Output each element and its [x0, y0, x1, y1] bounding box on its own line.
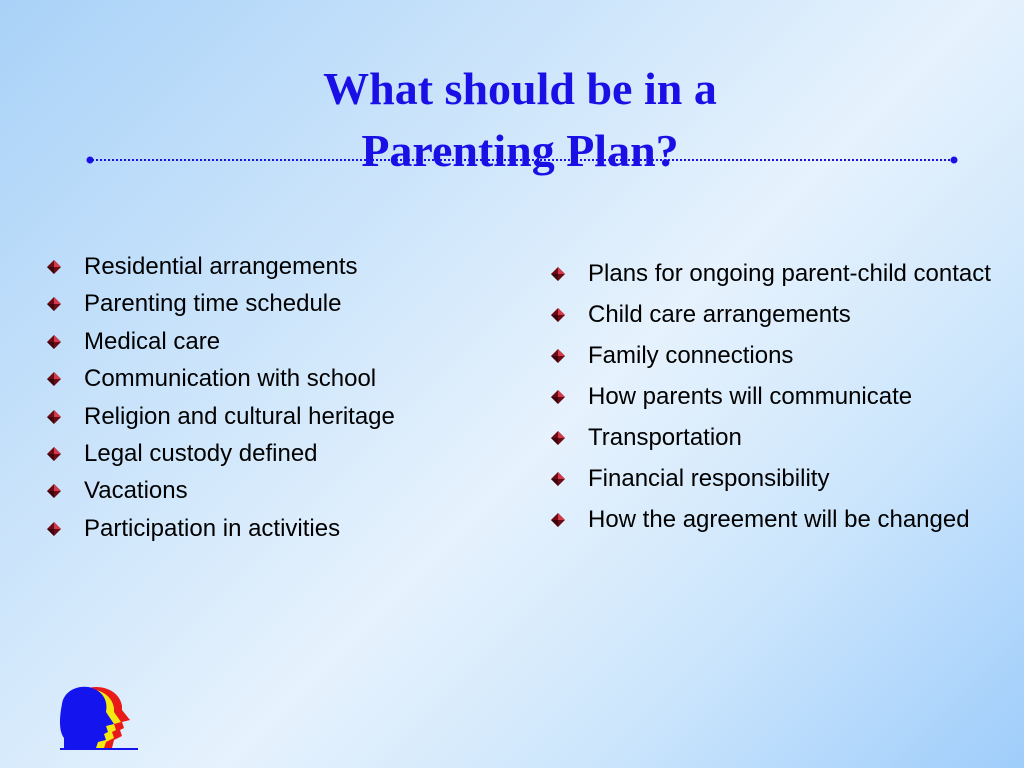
- list-item: [46, 477, 496, 505]
- list-item-text: Medical care: [84, 327, 221, 355]
- diamond-bullet-icon: [550, 389, 566, 405]
- list-item-text: Vacations: [84, 477, 188, 505]
- list-item: [550, 298, 1000, 332]
- list-item-text: Legal custody defined: [84, 439, 318, 467]
- diamond-bullet-icon: [550, 348, 566, 364]
- list-item-text: How parents will communicate: [588, 383, 913, 410]
- list-item: [550, 421, 1000, 455]
- list-item-text: Child care arrangements: [588, 301, 851, 328]
- list-item-text: How the agreement will be changed: [588, 506, 970, 533]
- diamond-bullet-icon: [550, 266, 566, 282]
- list-item-text: Parenting time schedule: [84, 290, 342, 318]
- diamond-bullet-icon: [46, 521, 62, 537]
- diamond-bullet-icon: [550, 512, 566, 528]
- list-item: [550, 339, 1000, 373]
- dotted-title-rule: [86, 152, 958, 164]
- slide-title-line-1: What should be in a: [323, 63, 717, 114]
- heads-silhouette-logo-icon: [58, 684, 140, 752]
- diamond-bullet-icon: [550, 307, 566, 323]
- diamond-bullet-icon: [46, 409, 62, 425]
- list-item: [46, 365, 496, 393]
- list-item-text: Religion and cultural heritage: [84, 402, 395, 430]
- list-item-text: Transportation: [588, 424, 742, 451]
- list-item: [550, 503, 1000, 537]
- list-item: [550, 257, 1000, 291]
- diamond-bullet-icon: [550, 430, 566, 446]
- list-item-text: Plans for ongoing parent-child contact: [588, 260, 991, 287]
- list-item: [550, 380, 1000, 414]
- list-item-text: Residential arrangements: [84, 253, 358, 280]
- list-item-text: Participation in activities: [84, 514, 341, 542]
- list-item: [46, 440, 496, 468]
- list-item: [46, 515, 496, 543]
- left-bullet-list: [46, 253, 496, 552]
- slide-title-line-2: Parenting Plan?: [361, 125, 679, 176]
- right-bullet-list: [550, 257, 1000, 544]
- diamond-bullet-icon: [46, 371, 62, 387]
- diamond-bullet-icon: [46, 259, 62, 275]
- list-item: [550, 462, 1000, 496]
- diamond-bullet-icon: [550, 471, 566, 487]
- diamond-bullet-icon: [46, 296, 62, 312]
- list-item-text: Financial responsibility: [588, 465, 830, 492]
- diamond-bullet-icon: [46, 483, 62, 499]
- list-item: [46, 328, 496, 356]
- list-item: [46, 290, 496, 318]
- diamond-bullet-icon: [46, 334, 62, 350]
- list-item-text: Family connections: [588, 342, 794, 369]
- list-item: [46, 403, 496, 431]
- list-item: [46, 253, 496, 281]
- list-item-text: Communication with school: [84, 365, 377, 393]
- diamond-bullet-icon: [46, 446, 62, 462]
